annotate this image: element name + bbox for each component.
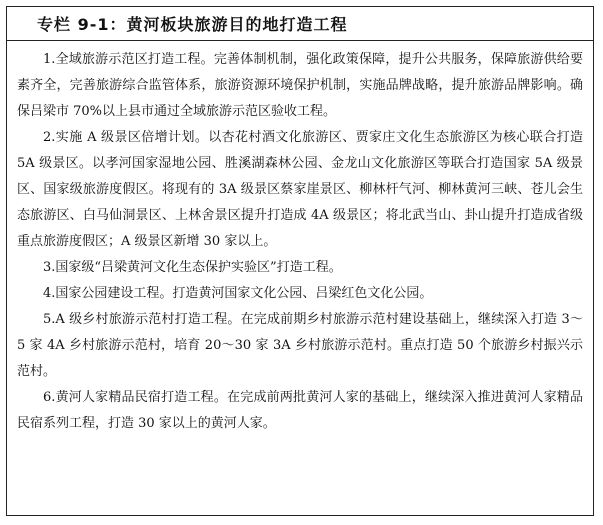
item-2: 2.实施 A 级景区倍增计划。以杏花村酒文化旅游区、贾家庄文化生态旅游区为核心联合打造 5A 级景区。以孝河国家湿地公园、胜溪湖森林公园、金龙山文化旅游区等联合打造国家 5A 级景区、国家级旅游度假区。将现有的 3A 级景区蔡家崖景区、柳林杆气河、柳林黄河三峡、苍儿会生态旅游区、白马仙洞景区、上林舍景区提升打造成 4A 级景区；将北武当山、卦山提升打造成省级重点旅游度假区；A 级景区新增 30 家以上。 — [17, 130, 583, 249]
item-5: 5.A 级乡村旅游示范村打造工程。在完成前期乡村旅游示范村建设基础上，继续深入打造 3～5 家 4A 乡村旅游示范村，培育 20～30 家 3A 乡村旅游示范村。重点打造 50 个旅游乡村振兴示范村。 — [17, 312, 583, 379]
item-4: 4.国家公园建设工程。打造黄河国家文化公园、吕梁红色文化公园。 — [43, 286, 433, 301]
item-3: 3.国家级“吕梁黄河文化生态保护实验区”打造工程。 — [43, 260, 342, 275]
column-content — [7, 41, 593, 437]
column-title: 专栏 9-1：黄河板块旅游目的地打造工程 — [7, 7, 593, 41]
item-6: 6.黄河人家精品民宿打造工程。在完成前两批黄河人家的基础上，继续深入推进黄河人家精品民宿系列工程，打造 30 家以上的黄河人家。 — [17, 390, 583, 431]
column-box — [6, 6, 594, 516]
item-1: 1.全域旅游示范区打造工程。完善体制机制，强化政策保障，提升公共服务，保障旅游供给要素齐全，完善旅游综合监管体系，旅游资源环境保护机制，实施品牌战略，提升旅游品牌影响。确保吕梁市 70%以上县市通过全域旅游示范区验收工程。 — [17, 52, 583, 119]
